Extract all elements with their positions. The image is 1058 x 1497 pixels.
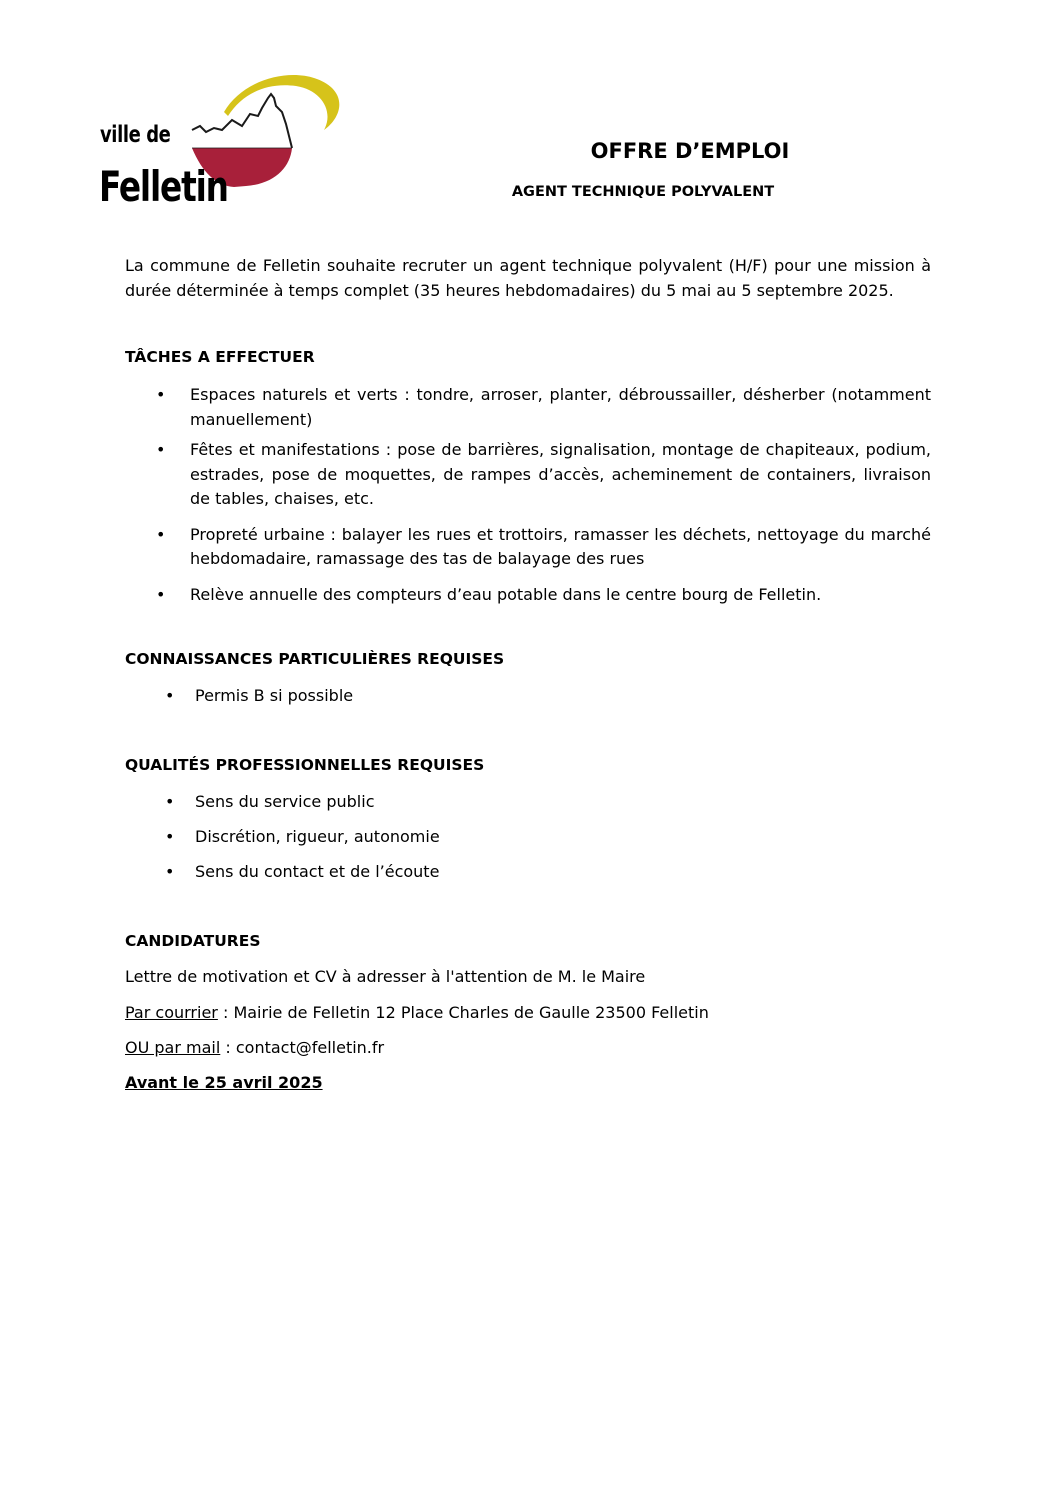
logo-text-ville: ville de	[100, 122, 171, 148]
task-item: • Espaces naturels et verts : tondre, arroser, planter, débroussailler, désherber (notamment manuellement)	[125, 383, 931, 432]
postal-address-line	[125, 1003, 709, 1022]
quality-item: • Sens du contact et de l’écoute	[125, 860, 440, 895]
qualities-list	[125, 790, 440, 895]
intro-text: La commune de Felletin souhaite recruter un agent technique polyvalent (H/F) pour une mission à durée déterminée à temps complet (35 heures hebdomadaires) du 5 mai au 5 septembre 2025.	[125, 256, 931, 300]
task-item: • Propreté urbaine : balayer les rues et trottoirs, ramasser les déchets, nettoyage du marché hebdomadaire, ramassage des tas de balayage des rues	[125, 523, 931, 572]
tasks-list	[125, 383, 931, 607]
task-item: • Fêtes et manifestations : pose de barrières, signalisation, montage de chapiteaux, podium, estrades, pose de moquettes, de rampes d’accès, acheminement de containers, livraison de tables, chaises, etc.	[125, 438, 931, 512]
applications-instructions: Lettre de motivation et CV à adresser à l'attention de M. le Maire	[125, 967, 646, 986]
tasks-heading: TÂCHES A EFFECTUER	[125, 348, 315, 366]
knowledge-heading: CONNAISSANCES PARTICULIÈRES REQUISES	[125, 650, 505, 668]
knowledge-list	[125, 684, 353, 719]
postal-label: Par courrier	[125, 1003, 218, 1022]
email-label: OU par mail	[125, 1038, 221, 1057]
page-title: OFFRE D’EMPLOI	[590, 139, 790, 163]
knowledge-item: • Permis B si possible	[125, 684, 353, 719]
quality-item: • Discrétion, rigueur, autonomie	[125, 825, 440, 860]
job-title: AGENT TECHNIQUE POLYVALENT	[511, 184, 775, 200]
quality-item: • Sens du service public	[125, 790, 440, 825]
postal-address: : Mairie de Felletin 12 Place Charles de Gaulle 23500 Felletin	[217, 1003, 709, 1022]
email-address: : contact@felletin.fr	[220, 1038, 385, 1057]
application-deadline: Avant le 25 avril 2025	[125, 1073, 323, 1092]
qualities-heading: QUALITÉS PROFESSIONNELLES REQUISES	[125, 756, 485, 774]
intro-paragraph	[125, 253, 931, 303]
email-line	[125, 1038, 384, 1057]
town-logo	[96, 68, 342, 211]
applications-heading: CANDIDATURES	[125, 932, 261, 950]
task-item: • Relève annuelle des compteurs d’eau potable dans le centre bourg de Felletin.	[125, 583, 931, 608]
logo-text-town: Felletin	[99, 162, 228, 211]
